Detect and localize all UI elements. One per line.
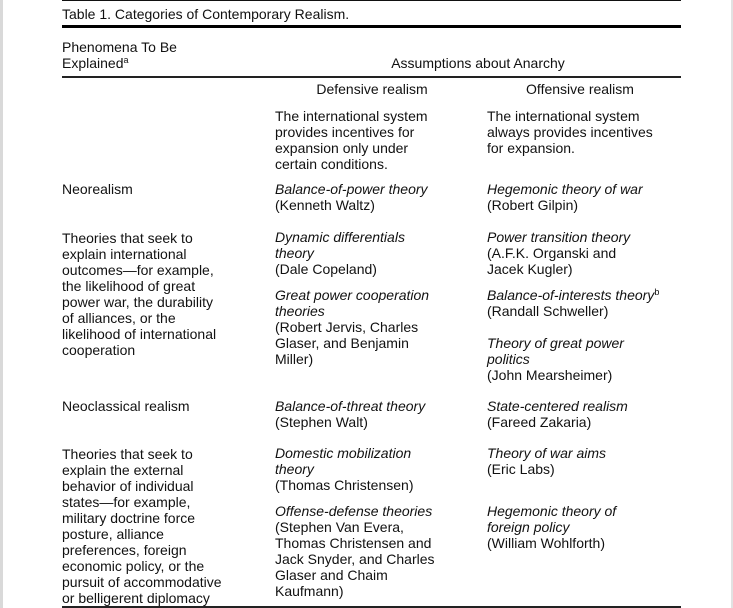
neoclassical-desc-6: posture, alliance <box>62 526 164 542</box>
neorealism-desc-2: explain international <box>62 246 187 262</box>
theory-offense-defense: Offense-defense theories <box>275 503 433 519</box>
neoclassical-desc-9: pursuit of accommodative <box>62 574 222 590</box>
table-caption: Table 1. Categories of Contemporary Realism. <box>62 6 350 22</box>
neoclassical-desc-5: military doctrine force <box>62 510 196 526</box>
theory-hegemonic-foreign-policy-2: foreign policy <box>487 519 570 535</box>
spanner-header: Assumptions about Anarchy <box>391 55 565 71</box>
author-jervis-1: (Robert Jervis, Charles <box>275 319 419 335</box>
defensive-assumption-4: certain conditions. <box>275 156 388 172</box>
author-van-evera-4: Glaser and Chaim <box>275 567 388 583</box>
theory-domestic-mobilization-1: Domestic mobilization <box>275 445 412 461</box>
theory-domestic-mobilization-2: theory <box>275 461 314 477</box>
theory-balance-of-power: Balance-of-power theory <box>275 181 428 197</box>
footnote-mark-a: a <box>123 55 129 65</box>
theory-power-transition: Power transition theory <box>487 229 631 245</box>
neorealism-desc-6: of alliances, or the <box>62 310 176 326</box>
offensive-assumption-1: The international system <box>487 108 640 124</box>
neorealism-desc-5: power war, the durability <box>62 294 213 310</box>
neorealism-desc-1: Theories that seek to <box>62 230 193 246</box>
theory-dynamic-differentials-1: Dynamic differentials <box>275 229 405 245</box>
defensive-assumption-1: The international system <box>275 108 428 124</box>
footnote-mark-b: b <box>654 287 660 297</box>
neoclassical-desc-8: economic policy, or the <box>62 558 205 574</box>
neoclassical-desc-10: or belligerent diplomacy <box>62 590 210 606</box>
theory-balance-of-interests-line <box>487 287 659 303</box>
author-wohlforth: (William Wohlforth) <box>487 535 605 551</box>
author-schweller: (Randall Schweller) <box>487 303 609 319</box>
neorealism-desc-4: the likelihood of great <box>62 278 196 294</box>
author-copeland: (Dale Copeland) <box>275 261 377 277</box>
column-header-offensive: Offensive realism <box>526 81 634 97</box>
header-rule <box>62 76 681 78</box>
author-organski-1: (A.F.K. Organski and <box>487 245 617 261</box>
author-van-evera-3: Jack Snyder, and Charles <box>275 551 435 567</box>
stub-header-line1: Phenomena To Be <box>62 39 177 55</box>
theory-state-centered: State-centered realism <box>487 398 628 414</box>
neoclassical-desc-1: Theories that seek to <box>62 446 193 462</box>
author-gilpin: (Robert Gilpin) <box>487 197 579 213</box>
offensive-assumption-3: for expansion. <box>487 140 575 156</box>
neoclassical-desc-4: states—for example, <box>62 494 191 510</box>
stub-header-text: Explained <box>62 55 124 71</box>
theory-dynamic-differentials-2: theory <box>275 245 314 261</box>
theory-great-power-politics-1: Theory of great power <box>487 335 624 351</box>
defensive-assumption-2: provides incentives for <box>275 124 415 140</box>
neorealism-desc-3: outcomes—for example, <box>62 262 214 278</box>
offensive-assumption-2: always provides incentives <box>487 124 653 140</box>
neoclassical-desc-7: preferences, foreign <box>62 542 187 558</box>
theory-war-aims: Theory of war aims <box>487 445 607 461</box>
neorealism-desc-8: cooperation <box>62 342 136 358</box>
author-christensen: (Thomas Christensen) <box>275 477 414 493</box>
theory-great-power-cooperation-1: Great power cooperation <box>275 287 430 303</box>
page-edge-left <box>0 0 3 608</box>
theory-balance-of-threat: Balance-of-threat theory <box>275 398 426 414</box>
theory-hegemonic-foreign-policy-1: Hegemonic theory of <box>487 503 617 519</box>
theory-great-power-politics-2: politics <box>487 351 530 367</box>
theory-balance-of-interests: Balance-of-interests theory <box>487 287 655 303</box>
author-van-evera-2: Thomas Christensen and <box>275 535 432 551</box>
author-mearsheimer: (John Mearsheimer) <box>487 367 613 383</box>
author-jervis-2: Glaser, and Benjamin <box>275 335 409 351</box>
theory-hegemonic-war: Hegemonic theory of war <box>487 181 643 197</box>
section-name-neorealism: Neorealism <box>62 181 133 197</box>
neorealism-desc-7: likelihood of international <box>62 326 217 342</box>
neoclassical-desc-3: behavior of individual <box>62 478 194 494</box>
author-jervis-3: Miller) <box>275 351 314 367</box>
author-zakaria: (Fareed Zakaria) <box>487 414 592 430</box>
section-name-neoclassical: Neoclassical realism <box>62 398 190 414</box>
author-waltz: (Kenneth Waltz) <box>275 197 375 213</box>
neoclassical-desc-2: explain the external <box>62 462 184 478</box>
column-header-defensive: Defensive realism <box>316 81 428 97</box>
theory-great-power-cooperation-2: theories <box>275 303 325 319</box>
author-labs: (Eric Labs) <box>487 461 555 477</box>
author-van-evera-1: (Stephen Van Evera, <box>275 519 404 535</box>
author-organski-2: Jacek Kugler) <box>487 261 573 277</box>
author-van-evera-5: Kaufmann) <box>275 583 344 599</box>
author-walt: (Stephen Walt) <box>275 414 368 430</box>
caption-rule <box>62 25 681 28</box>
top-rule <box>62 0 681 1</box>
stub-header-line2 <box>62 55 129 71</box>
defensive-assumption-3: expansion only under <box>275 140 409 156</box>
